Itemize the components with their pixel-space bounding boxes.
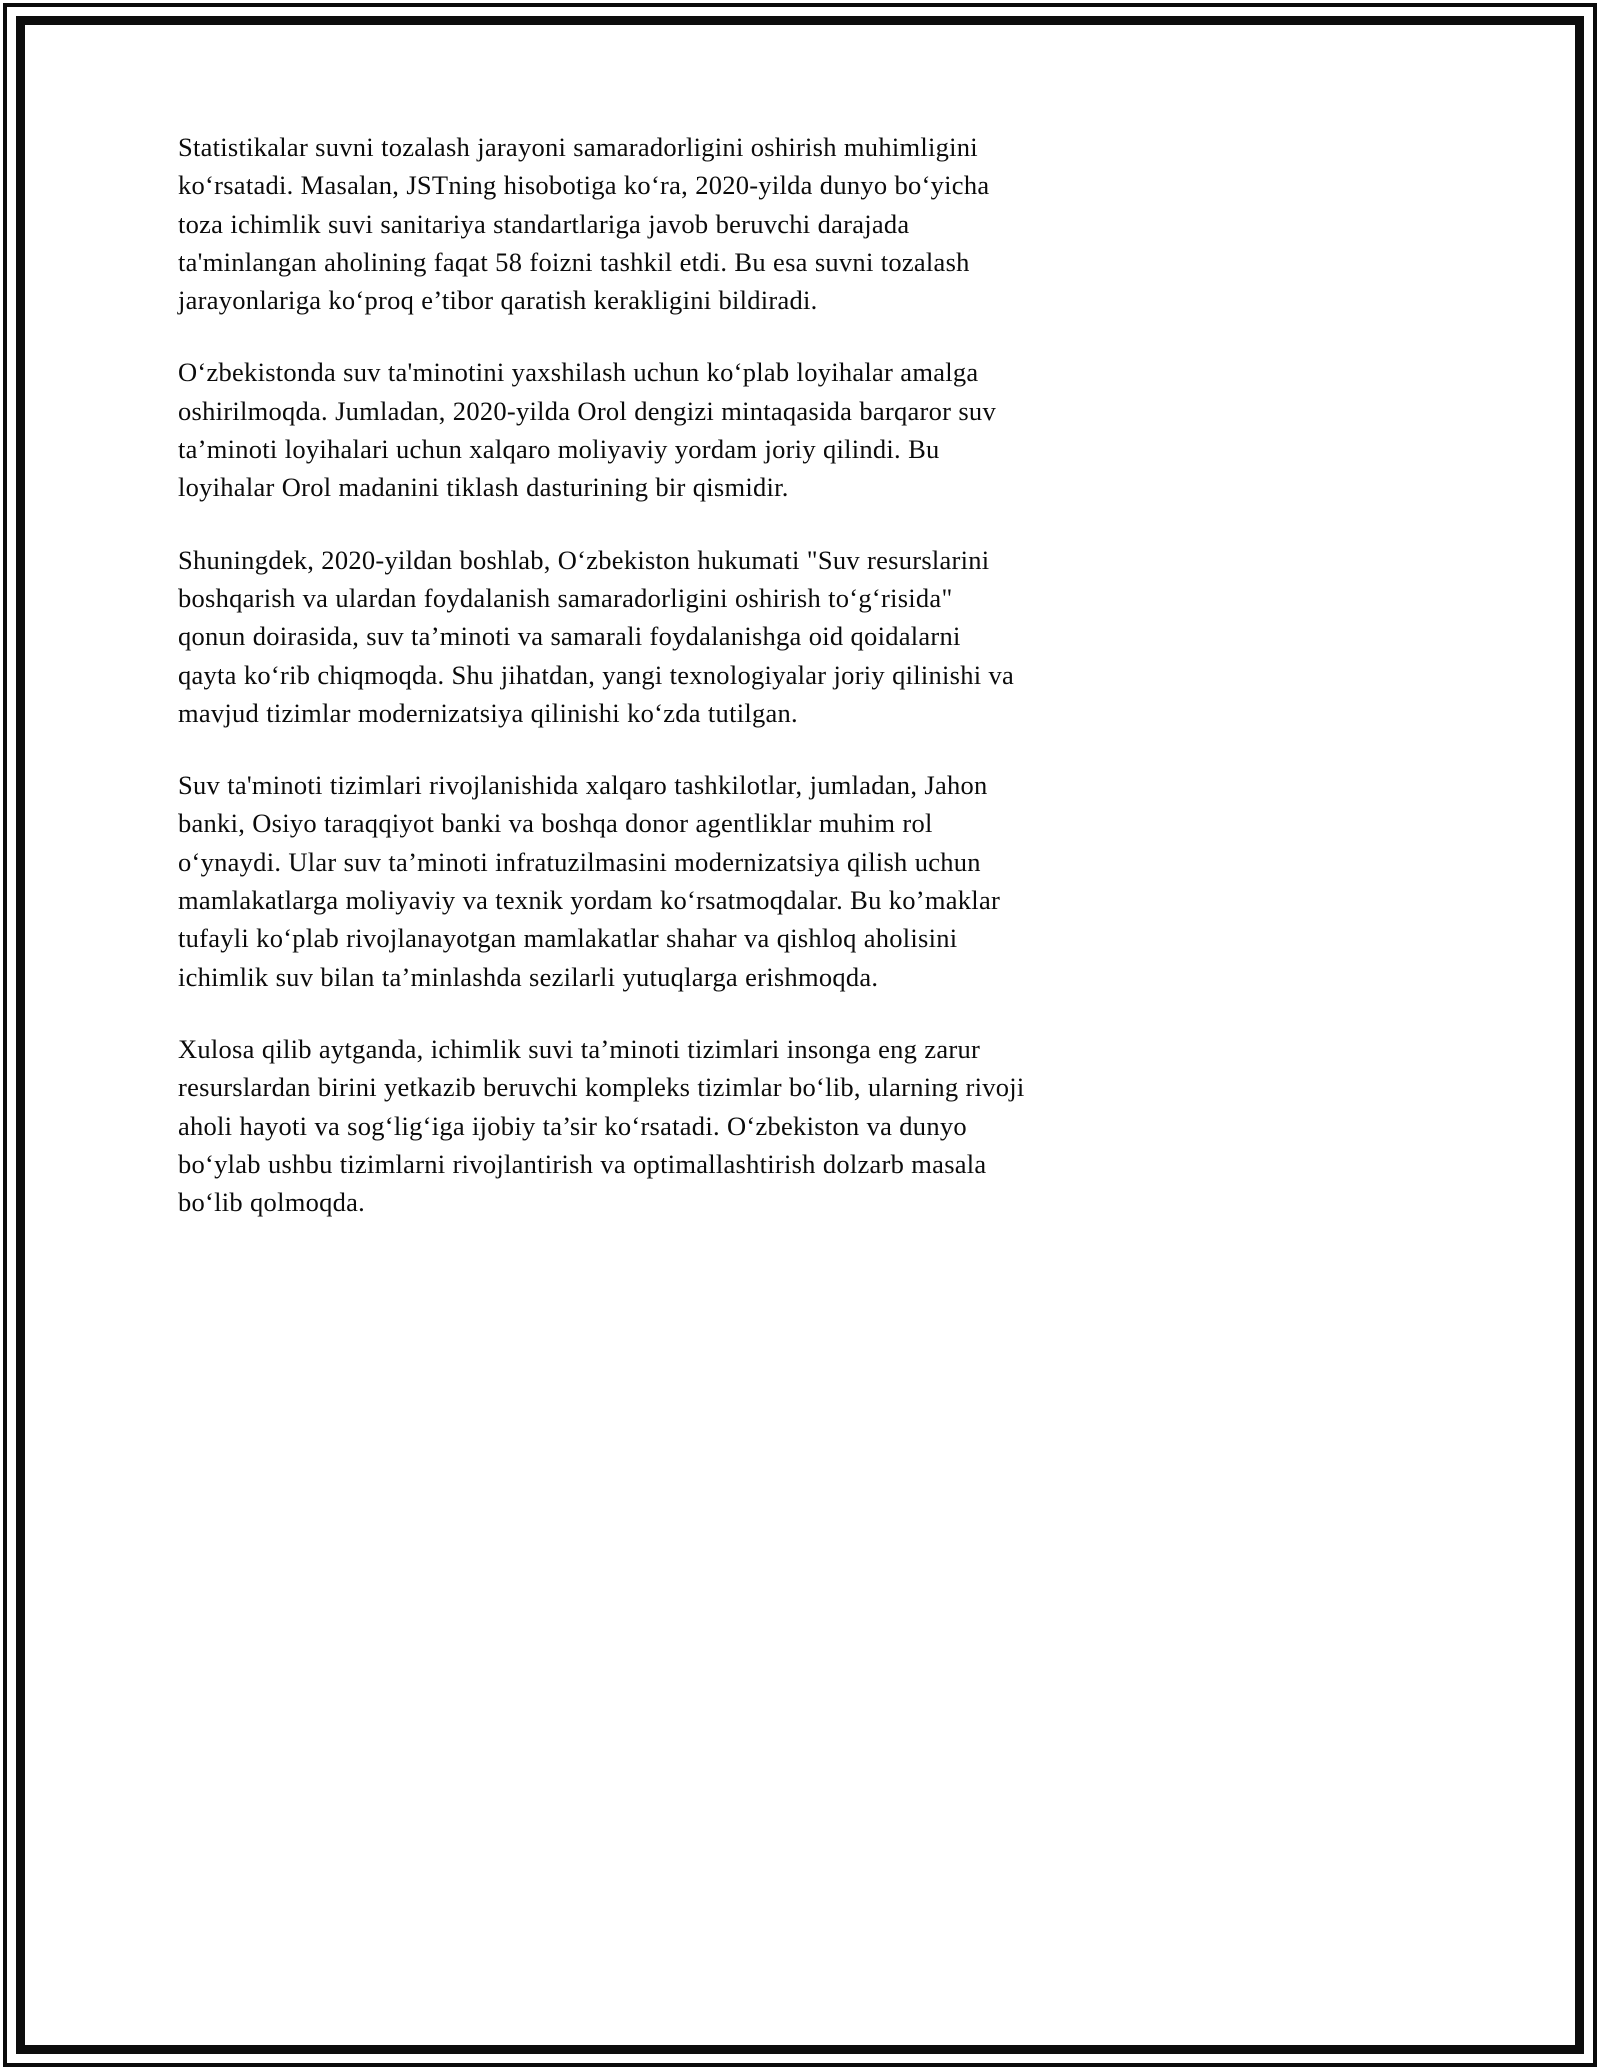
paragraph-1: Statistikalar suvni tozalash jarayoni samaradorligini oshirish muhimligini koʻrsatadi. Masalan, JSTning hisobotiga koʻra, 2020-yilda dunyo boʻyicha toza ichimlik suvi sanitariya standartlariga javob beruvchi darajada ta'minlangan aholining faqat 58 foizni tashkil etdi. Bu esa suvni tozalash jarayonlariga koʻproq e’tibor qaratish kerakligini bildiradi. bbox=[178, 132, 990, 316]
document-text-body bbox=[178, 128, 1026, 1221]
paragraph-4: Suv ta'minoti tizimlari rivojlanishida xalqaro tashkilotlar, jumladan, Jahon banki, Osiyo taraqqiyot banki va boshqa donor agentliklar muhim rol oʻynaydi. Ular suv ta’minoti infratuzilmasini modernizatsiya qilish uchun mamlakatlarga moliyaviy va texnik yordam koʻrsatmoqdalar. Bu ko’maklar tufayli koʻplab rivojlanayotgan mamlakatlar shahar va qishloq aholisini ichimlik suv bilan ta’minlashda sezilarli yutuqlarga erishmoqda. bbox=[178, 770, 1001, 992]
paragraph-3: Shuningdek, 2020-yildan boshlab, Oʻzbekiston hukumati "Suv resurslarini boshqarish va ulardan foydalanish samaradorligini oshirish toʻgʻrisida" qonun doirasida, suv ta’minoti va samarali foydalanishga oid qoidalarni qayta koʻrib chiqmoqda. Shu jihatdan, yangi texnologiyalar joriy qilinishi va mavjud tizimlar modernizatsiya qilinishi koʻzda tutilgan. bbox=[178, 544, 1015, 728]
paragraph-2: Oʻzbekistonda suv ta'minotini yaxshilash uchun koʻplab loyihalar amalga oshirilmoqda. Jumladan, 2020-yilda Orol dengizi mintaqasida barqaror suv ta’minoti loyihalari uchun xalqaro moliyaviy yordam joriy qilindi. Bu loyihalar Orol madanini tiklash dasturining bir qismidir. bbox=[178, 357, 996, 503]
paragraph-5: Xulosa qilib aytganda, ichimlik suvi ta’minoti tizimlari insonga eng zarur resurslardan birini yetkazib beruvchi kompleks tizimlar boʻlib, ularning rivoji aholi hayoti va sogʻligʻiga ijobiy ta’sir koʻrsatadi. Oʻzbekiston va dunyo boʻylab ushbu tizimlarni rivojlantirish va optimallashtirish dolzarb masala boʻlib qolmoqda. bbox=[178, 1033, 1025, 1218]
